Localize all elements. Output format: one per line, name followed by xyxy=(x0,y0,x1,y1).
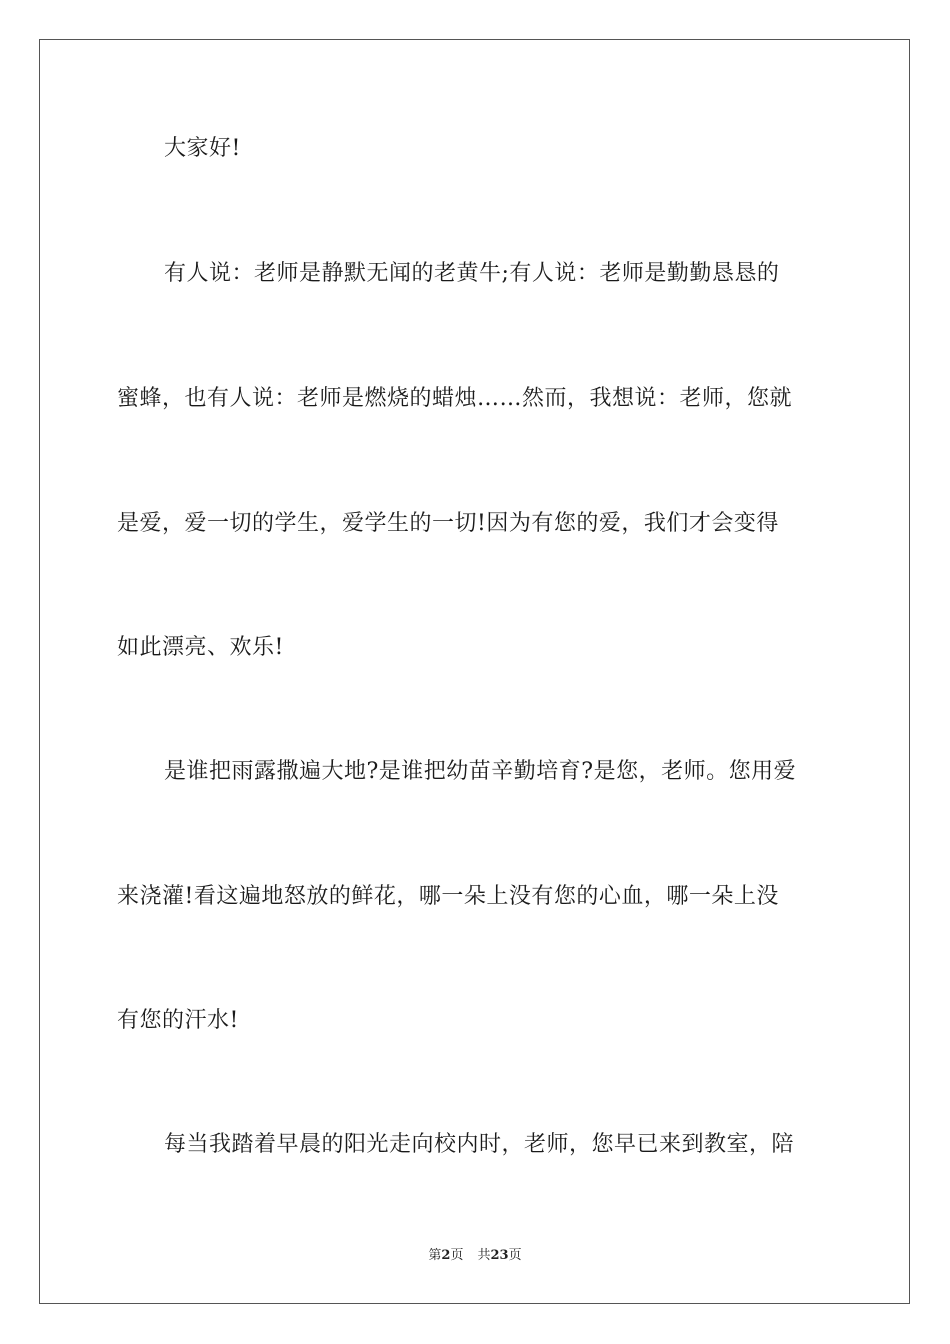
page-border xyxy=(39,39,910,1304)
total-suffix: 页 xyxy=(508,1248,522,1263)
total-prefix: 共 xyxy=(477,1248,491,1263)
paragraph-1-line-1: 有人说：老师是静默无闻的老黄牛;有人说：老师是勤勤恳恳的 xyxy=(164,261,780,286)
page-prefix: 第 xyxy=(428,1248,442,1263)
page-number: 2 xyxy=(441,1248,451,1263)
paragraph-2-line-3: 有您的汗水! xyxy=(117,1008,239,1033)
paragraph-3-line-1: 每当我踏着早晨的阳光走向校内时，老师，您早已来到教室，陪 xyxy=(164,1132,795,1157)
page-suffix: 页 xyxy=(450,1248,464,1263)
total-pages: 23 xyxy=(490,1248,509,1263)
paragraph-2-line-2: 来浇灌!看这遍地怒放的鲜花，哪一朵上没有您的心血，哪一朵上没 xyxy=(117,884,779,909)
paragraph-1-line-3: 是爱，爱一切的学生，爱学生的一切!因为有您的爱，我们才会变得 xyxy=(117,511,779,536)
paragraph-1-line-4: 如此漂亮、欢乐! xyxy=(117,635,284,660)
paragraph-1-line-2: 蜜蜂，也有人说：老师是燃烧的蜡烛……然而，我想说：老师，您就 xyxy=(117,386,793,411)
greeting-line: 大家好! xyxy=(164,136,241,161)
page-footer xyxy=(0,1247,950,1265)
paragraph-2-line-1: 是谁把雨露撒遍大地?是谁把幼苗辛勤培育?是您，老师。您用爱 xyxy=(164,759,797,784)
